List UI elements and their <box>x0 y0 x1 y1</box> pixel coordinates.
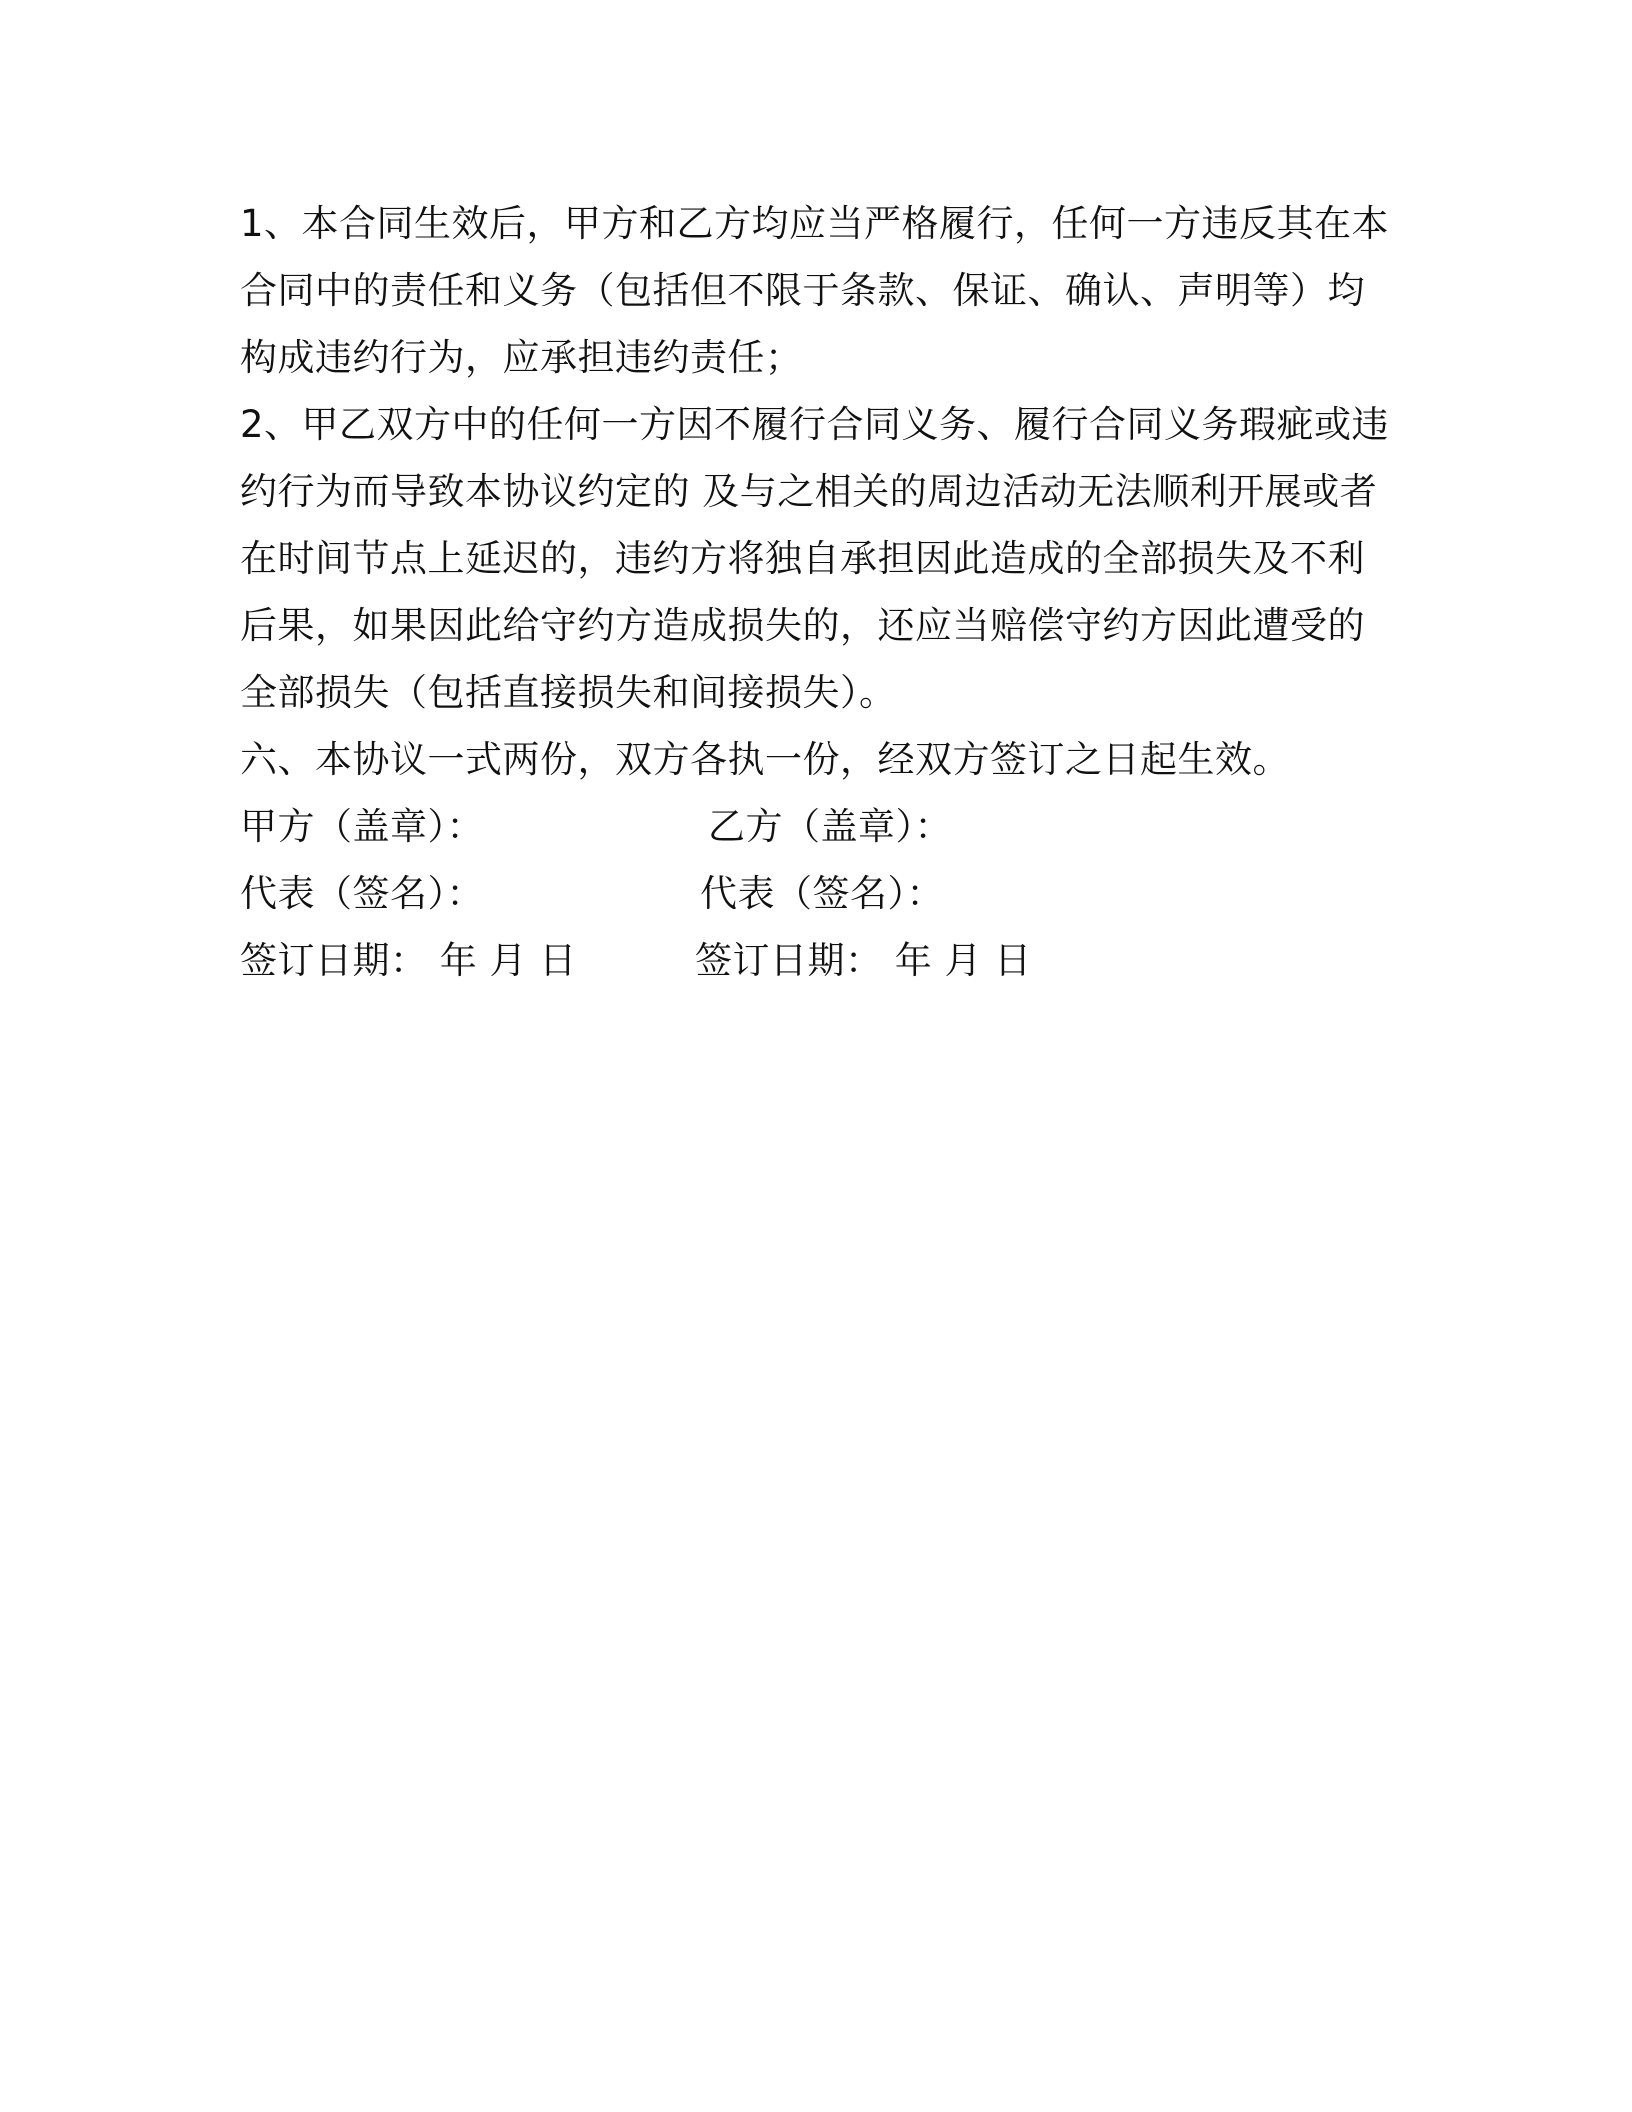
clause-six <box>240 726 1390 793</box>
clause-2-line-5: 全部损失（包括直接损失和间接损失）。 <box>240 671 897 714</box>
document-body <box>240 190 1390 994</box>
clause-2-line-2: 约行为而导致本协议约定的 及与之相关的周边活动无法顺利开展或者 <box>240 470 1378 513</box>
party-a-seal-label: 甲方（盖章）： <box>240 805 484 848</box>
party-a-date-label: 签订日期： 年 月 日 <box>240 939 577 982</box>
party-b-date-label: 签订日期： 年 月 日 <box>695 939 1032 982</box>
party-a-rep-label: 代表（签名）： <box>240 872 484 915</box>
clause-2 <box>240 391 1390 726</box>
clause-2-line-4: 后果，如果因此给守约方造成损失的，还应当赔偿守约方因此遭受的 <box>240 604 1365 647</box>
clause-1 <box>240 190 1390 391</box>
party-b-seal-label: 乙方（盖章）： <box>708 805 952 848</box>
clause-2-line-3: 在时间节点上延迟的，违约方将独自承担因此造成的全部损失及不利 <box>240 537 1365 580</box>
clause-2-line-1: 2、甲乙双方中的任何一方因不履行合同义务、履行合同义务瑕疵或违 <box>240 403 1390 446</box>
clause-1-line-1: 1、本合同生效后，甲方和乙方均应当严格履行，任何一方违反其在本 <box>240 202 1390 245</box>
signature-row-date <box>240 927 1390 994</box>
clause-1-line-2: 合同中的责任和义务（包括但不限于条款、保证、确认、声明等）均 <box>240 269 1365 312</box>
signature-row-seal <box>240 793 1390 860</box>
clause-six-text: 六、本协议一式两份，双方各执一份，经双方签订之日起生效。 <box>240 738 1290 781</box>
party-b-rep-label: 代表（签名）： <box>700 872 944 915</box>
clause-1-line-3: 构成违约行为，应承担违约责任； <box>240 336 803 379</box>
signature-row-representative <box>240 860 1390 927</box>
